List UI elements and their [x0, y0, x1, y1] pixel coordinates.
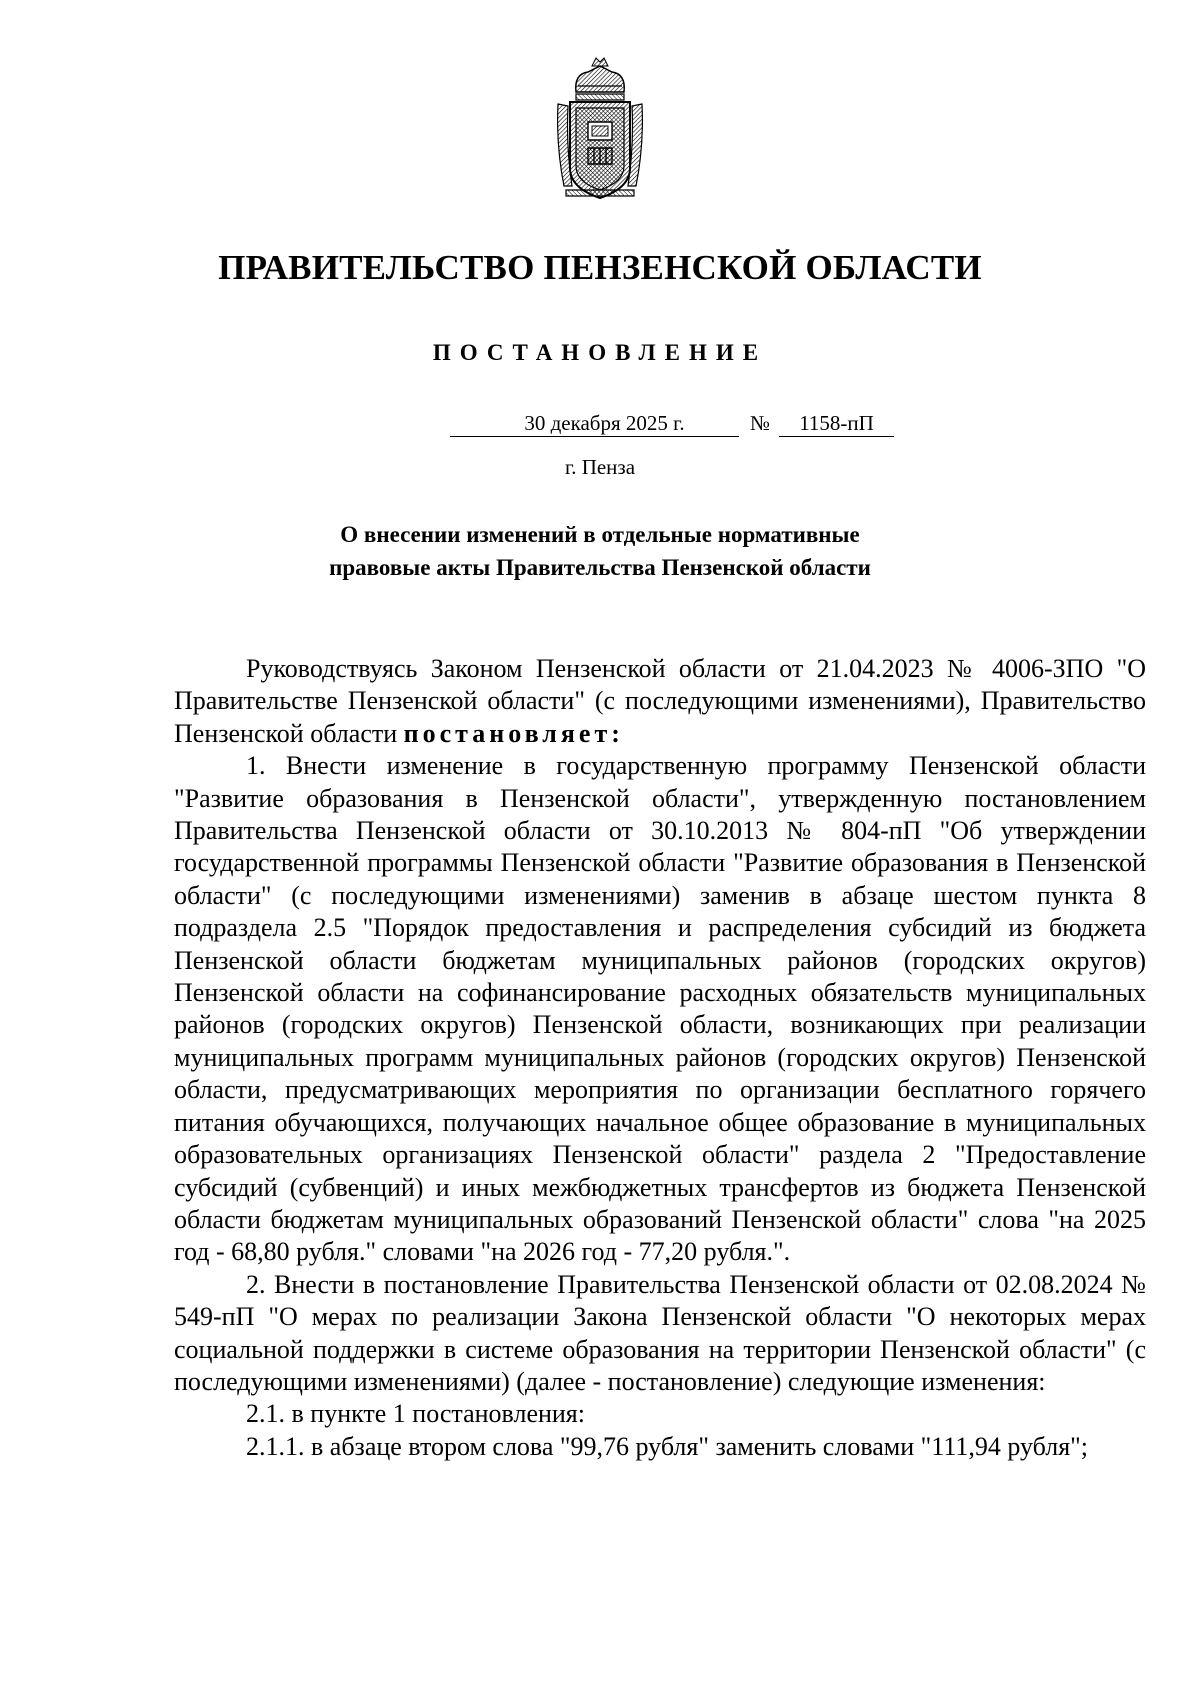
subject-line-1: О внесении изменений в отдельные нормативные	[340, 522, 860, 547]
document-number: 1158-пП	[779, 410, 894, 437]
item-1-paragraph: 1. Внести изменение в государственную программу Пензенской области "Развитие образования в Пензенской области", утвержденную постановлением Правительства Пензенской области от 30.10.2013 № 804-пП "Об утверждении государственной программы Пензенской области "Развитие образования в Пензенской области" (с последующими изменениями) заменив в абзаце шестом пункта 8 подраздела 2.5 "Порядок предоставления и распределения субсидий из бюджета Пензенской области бюджетам муниципальных районов (городских округов) Пензенской области на софинансирование расходных обязательств муниципальных районов (городских округов) Пензенской области, возникающих при реализации муниципальных программ муниципальных районов (городских округов) Пензенской области, предусматривающих мероприятия по организации бесплатного горячего питания обучающихся, получающих начальное общее образование в муниципальных образовательных организациях Пензенской области" раздела 2 "Предоставление субсидий (субвенций) и иных межбюджетных трансфертов из бюджета Пензенской области бюджетам муниципальных образований Пензенской области" слова "на 2025 год - 68,80 рубля." словами "на 2026 год - 77,20 рубля.".	[174, 751, 1146, 1267]
item-2-paragraph: 2. Внести в постановление Правительства Пензенской области от 02.08.2024 № 549-пП "О мерах по реализации Закона Пензенской области "О некоторых мерах социальной поддержки в системе образования на территории Пензенской области" (с последующими изменениями) (далее - постановление) следующие изменения:	[174, 1269, 1146, 1396]
government-title: ПРАВИТЕЛЬСТВО ПЕНЗЕНСКОЙ ОБЛАСТИ	[218, 248, 982, 287]
document-date: 30 декабря 2025 г.	[450, 410, 739, 437]
preamble-text: Руководствуясь Законом Пензенской области от 21.04.2023 № 4006-ЗПО "О Правительстве Пензенской области" (с последующими изменениями), Правительство Пензенской области	[174, 654, 1146, 748]
coat-of-arms-emblem	[552, 56, 648, 206]
date-number-line	[0, 410, 1200, 440]
document-subject	[0, 518, 1200, 584]
preamble-paragraph	[174, 653, 1146, 750]
item-2-1-1-paragraph: 2.1.1. в абзаце втором слова "99,76 рубля" заменить словами "111,94 рубля";	[246, 1431, 1089, 1461]
subject-line-2: правовые акты Правительства Пензенской области	[329, 555, 871, 580]
document-body	[174, 653, 1146, 1463]
city-name: г. Пенза	[564, 455, 636, 479]
document-type-heading: ПОСТАНОВЛЕНИЕ	[432, 340, 768, 365]
item-2-1-paragraph: 2.1. в пункте 1 постановления:	[246, 1399, 585, 1429]
resolves-word: постановляет:	[403, 718, 624, 748]
number-sign: №	[749, 411, 771, 435]
